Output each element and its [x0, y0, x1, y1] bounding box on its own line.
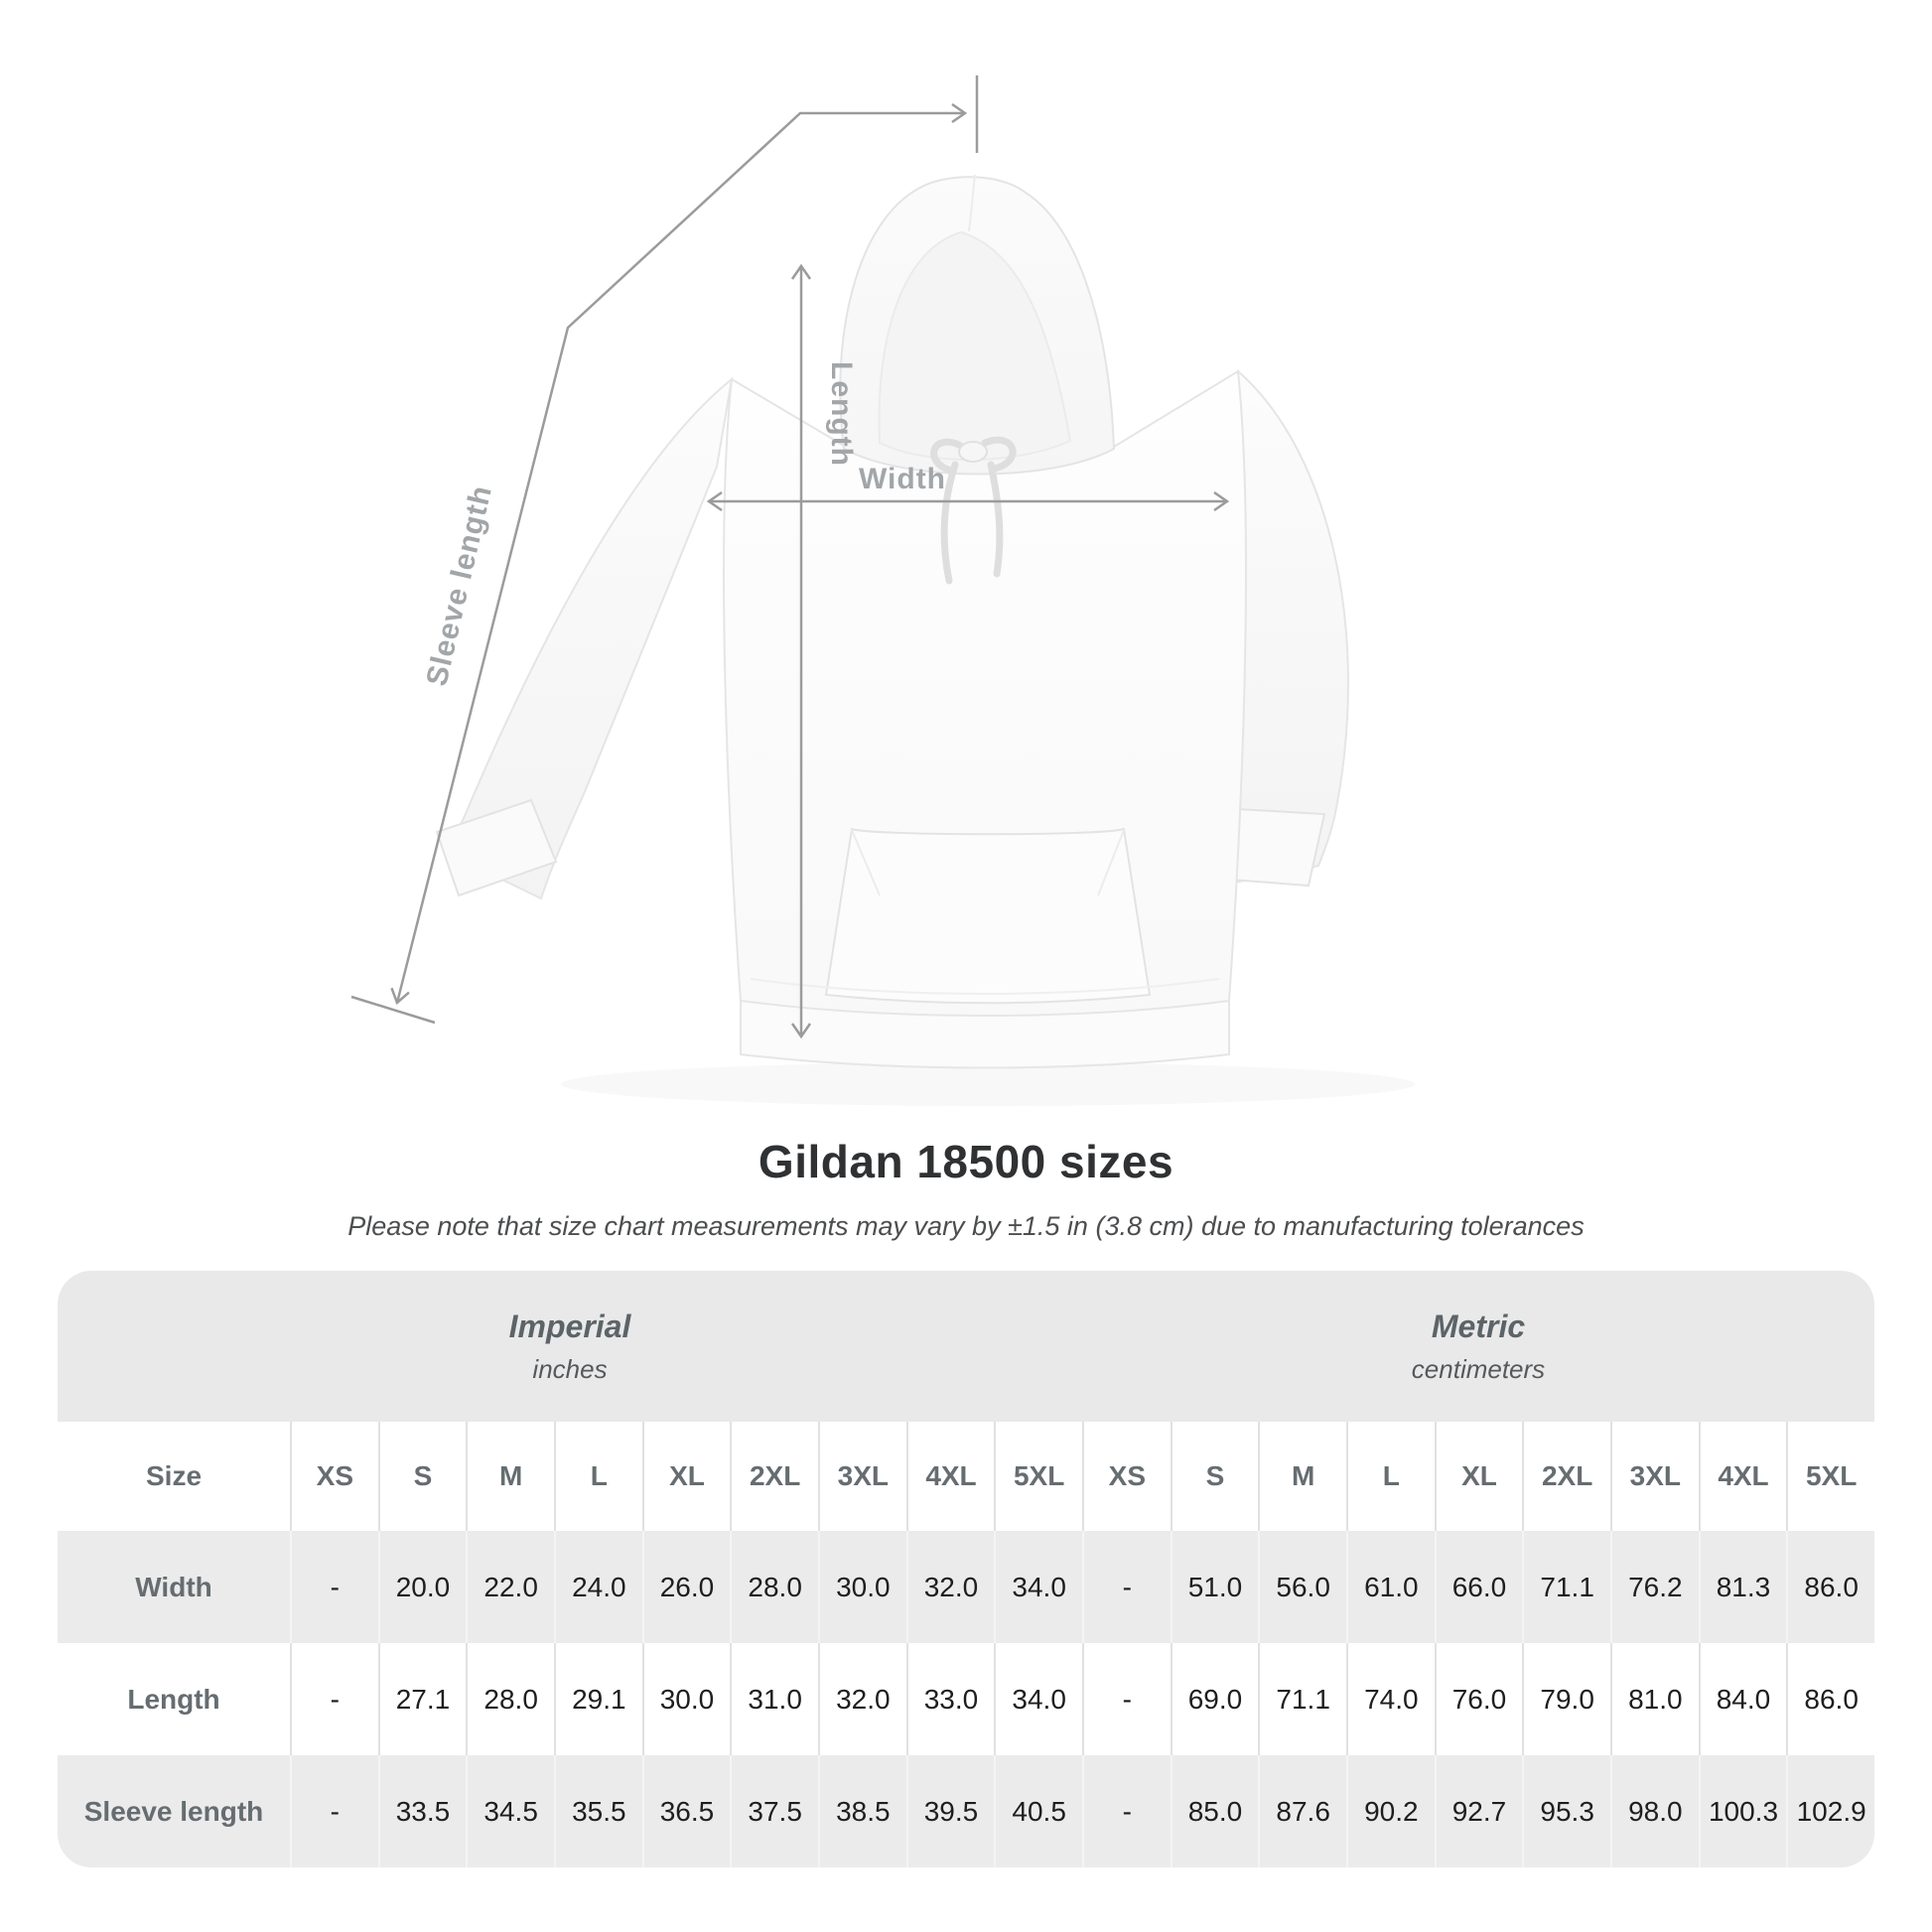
- table-cell: 61.0: [1346, 1531, 1435, 1643]
- table-cell: -: [1082, 1531, 1171, 1643]
- metric-group-header: [1082, 1271, 1874, 1422]
- table-cell: -: [290, 1755, 378, 1867]
- table-cell: 32.0: [906, 1531, 995, 1643]
- imperial-size-l: L: [554, 1422, 642, 1531]
- metric-size-xl: XL: [1435, 1422, 1523, 1531]
- table-cell: 56.0: [1258, 1531, 1346, 1643]
- table-cell: 26.0: [642, 1531, 731, 1643]
- hoodie-shadow: [561, 1062, 1415, 1106]
- imperial-unit: inches: [532, 1353, 608, 1384]
- table-cell: 28.0: [730, 1531, 818, 1643]
- table-cell: 35.5: [554, 1755, 642, 1867]
- table-cell: 24.0: [554, 1531, 642, 1643]
- table-cell: 90.2: [1346, 1755, 1435, 1867]
- table-cell: 22.0: [466, 1531, 554, 1643]
- table-cell: 71.1: [1258, 1643, 1346, 1755]
- imperial-size-4xl: 4XL: [906, 1422, 995, 1531]
- imperial-group-header: [58, 1271, 1082, 1422]
- table-cell: 87.6: [1258, 1755, 1346, 1867]
- sleeve-length-label: Sleeve length: [420, 482, 499, 690]
- sleeve-length-bottom-tick: [351, 997, 435, 1023]
- table-cell: -: [1082, 1755, 1171, 1867]
- table-cell: -: [290, 1643, 378, 1755]
- length-row: [58, 1643, 1874, 1755]
- table-cell: 98.0: [1610, 1755, 1699, 1867]
- metric-size-m: M: [1258, 1422, 1346, 1531]
- table-cell: 76.0: [1435, 1643, 1523, 1755]
- size-table: [58, 1271, 1874, 1867]
- table-cell: 36.5: [642, 1755, 731, 1867]
- metric-unit: centimeters: [1411, 1353, 1546, 1384]
- metric-size-xs: XS: [1082, 1422, 1171, 1531]
- table-cell: 69.0: [1171, 1643, 1259, 1755]
- width-row-label: Width: [135, 1571, 212, 1602]
- table-cell: 34.0: [994, 1531, 1082, 1643]
- metric-size-2xl: 2XL: [1522, 1422, 1610, 1531]
- imperial-size-xl: XL: [642, 1422, 731, 1531]
- table-cell: 28.0: [466, 1643, 554, 1755]
- table-cell: 34.5: [466, 1755, 554, 1867]
- table-cell: 86.0: [1786, 1531, 1874, 1643]
- metric-size-l: L: [1346, 1422, 1435, 1531]
- metric-size-5xl: 5XL: [1786, 1422, 1874, 1531]
- hoodie-pocket: [826, 829, 1150, 1003]
- length-label: Length: [825, 361, 858, 467]
- length-row-label: Length: [127, 1683, 220, 1715]
- table-cell: 74.0: [1346, 1643, 1435, 1755]
- table-cell: 100.3: [1699, 1755, 1787, 1867]
- imperial-size-3xl: 3XL: [818, 1422, 906, 1531]
- table-cell: 81.0: [1610, 1643, 1699, 1755]
- table-cell: 27.1: [378, 1643, 467, 1755]
- table-cell: 38.5: [818, 1755, 906, 1867]
- table-cell: 92.7: [1435, 1755, 1523, 1867]
- table-cell: 33.0: [906, 1643, 995, 1755]
- table-cell: 85.0: [1171, 1755, 1259, 1867]
- table-cell: 29.1: [554, 1643, 642, 1755]
- metric-size-4xl: 4XL: [1699, 1422, 1787, 1531]
- sleeve-length-row: [58, 1755, 1874, 1867]
- page-title: Gildan 18500 sizes: [758, 1136, 1174, 1187]
- size-header-row: [58, 1422, 1874, 1531]
- table-cell: 71.1: [1522, 1531, 1610, 1643]
- table-cell: 81.3: [1699, 1531, 1787, 1643]
- table-cell: -: [1082, 1643, 1171, 1755]
- unit-header-band: [58, 1271, 1874, 1422]
- table-cell: 33.5: [378, 1755, 467, 1867]
- table-cell: 39.5: [906, 1755, 995, 1867]
- imperial-title: Imperial: [508, 1308, 631, 1344]
- table-cell: 76.2: [1610, 1531, 1699, 1643]
- table-cell: 40.5: [994, 1755, 1082, 1867]
- table-cell: 20.0: [378, 1531, 467, 1643]
- table-cell: 66.0: [1435, 1531, 1523, 1643]
- metric-size-3xl: 3XL: [1610, 1422, 1699, 1531]
- table-cell: 86.0: [1786, 1643, 1874, 1755]
- table-cell: 79.0: [1522, 1643, 1610, 1755]
- table-cell: 84.0: [1699, 1643, 1787, 1755]
- width-label: Width: [858, 463, 947, 495]
- table-cell: 31.0: [730, 1643, 818, 1755]
- imperial-size-2xl: 2XL: [730, 1422, 818, 1531]
- metric-size-s: S: [1171, 1422, 1259, 1531]
- table-cell: 95.3: [1522, 1755, 1610, 1867]
- table-cell: 30.0: [818, 1531, 906, 1643]
- width-row: [58, 1531, 1874, 1643]
- table-cell: 30.0: [642, 1643, 731, 1755]
- imperial-size-xs: XS: [290, 1422, 378, 1531]
- tolerance-note: Please note that size chart measurements may vary by ±1.5 in (3.8 cm) due to manufacturing tolerances: [347, 1211, 1585, 1241]
- table-cell: 51.0: [1171, 1531, 1259, 1643]
- imperial-size-m: M: [466, 1422, 554, 1531]
- table-cell: -: [290, 1531, 378, 1643]
- table-cell: 34.0: [994, 1643, 1082, 1755]
- sleeve-length-row-label: Sleeve length: [83, 1795, 264, 1827]
- imperial-size-5xl: 5XL: [994, 1422, 1082, 1531]
- metric-title: Metric: [1431, 1308, 1526, 1344]
- table-cell: 37.5: [730, 1755, 818, 1867]
- table-cell: 32.0: [818, 1643, 906, 1755]
- imperial-size-s: S: [378, 1422, 467, 1531]
- table-cell: 102.9: [1786, 1755, 1874, 1867]
- size-column-header: Size: [145, 1460, 203, 1491]
